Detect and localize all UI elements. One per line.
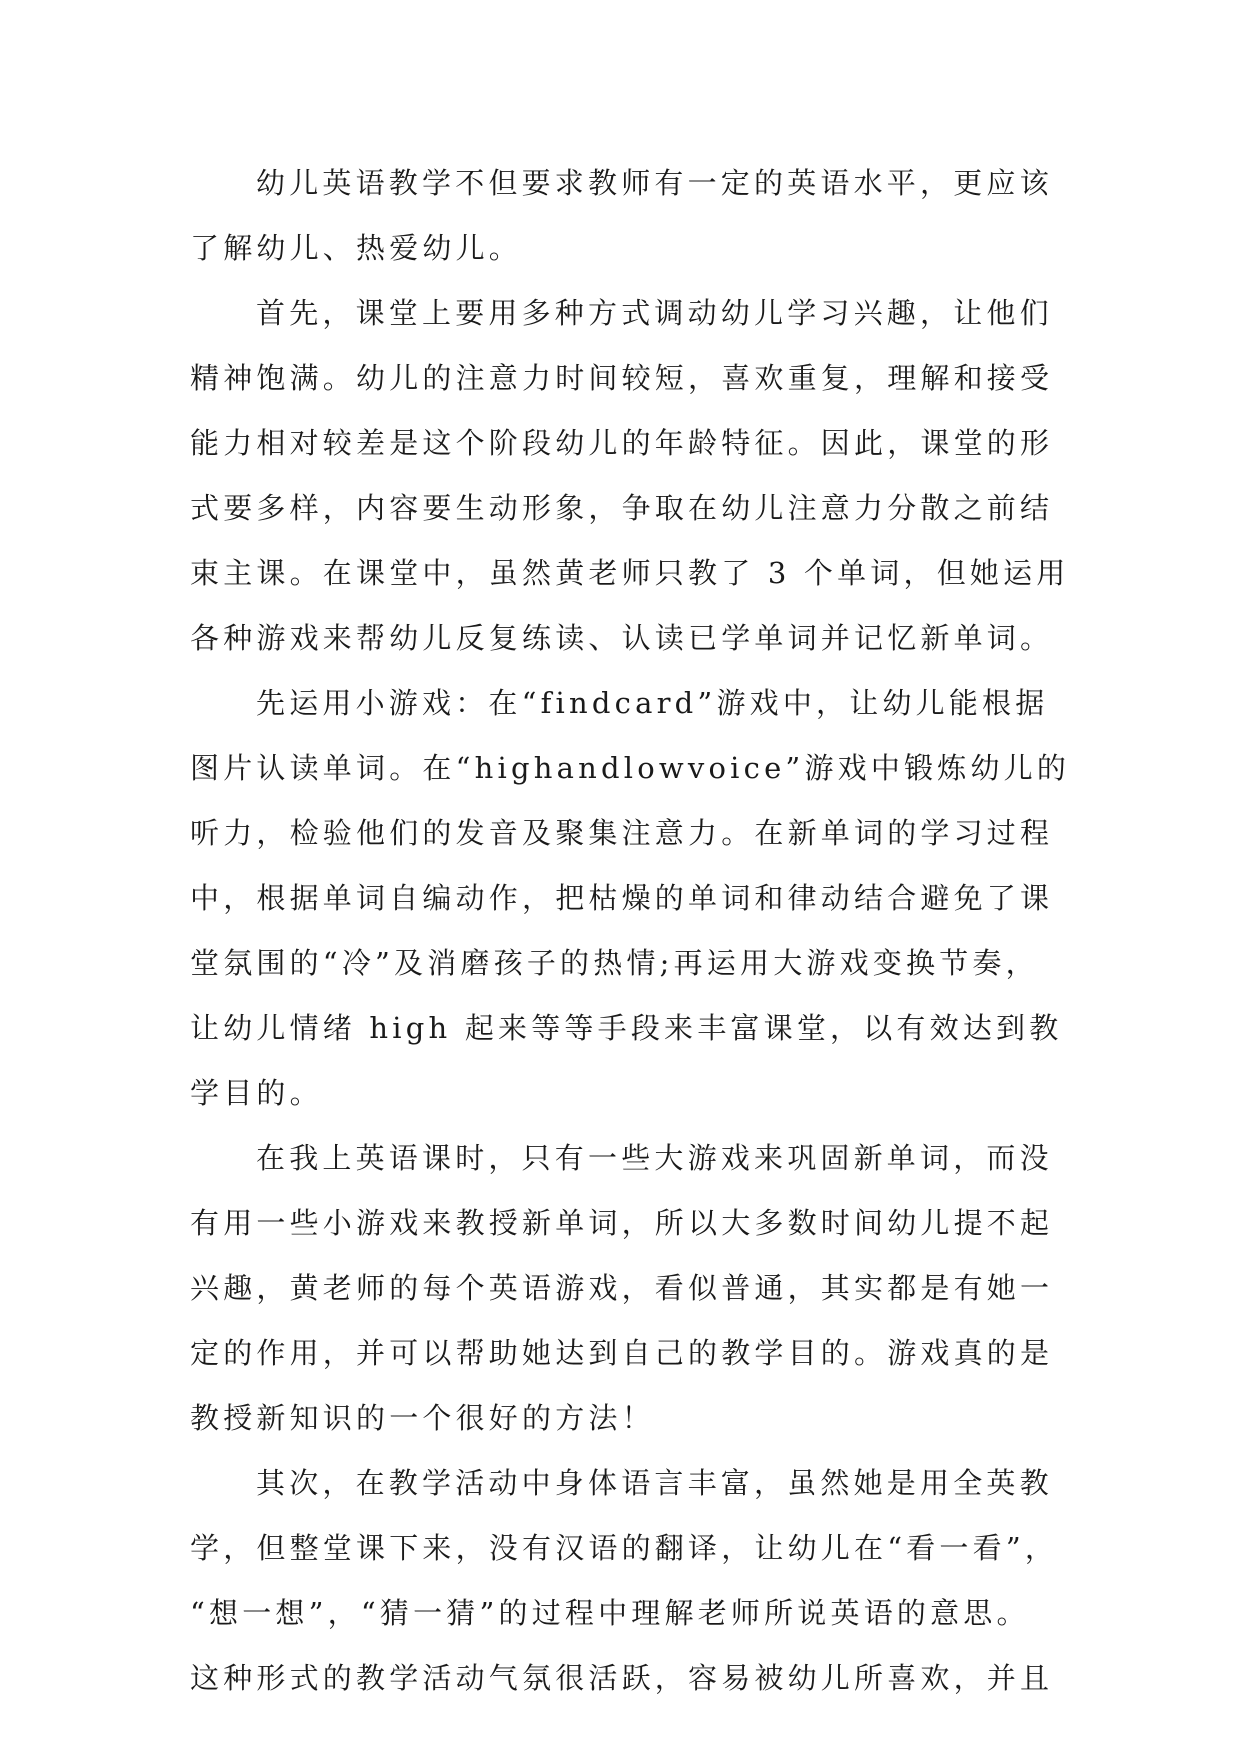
text-line: 定的作用，并可以帮助她达到自己的教学目的。游戏真的是 xyxy=(190,1336,1054,1370)
text-line: 在我上英语课时，只有一些大游戏来巩固新单词，而没 xyxy=(256,1141,1053,1175)
text-line: 学，但整堂课下来，没有汉语的翻译，让幼儿在“看一看”， xyxy=(190,1531,1059,1565)
text-line: 让幼儿情绪 high 起来等等手段来丰富课堂，以有效达到教 xyxy=(190,1011,1063,1045)
text-line: 兴趣，黄老师的每个英语游戏，看似普通，其实都是有她一 xyxy=(190,1271,1054,1305)
text-line: 中，根据单词自编动作，把枯燥的单词和律动结合避免了课 xyxy=(190,881,1054,915)
paragraph-3 xyxy=(190,678,1090,1133)
text-line: 学目的。 xyxy=(190,1076,323,1110)
text-line: 教授新知识的一个很好的方法！ xyxy=(190,1401,655,1435)
text-line: 首先，课堂上要用多种方式调动幼儿学习兴趣，让他们 xyxy=(256,296,1053,330)
paragraph-5 xyxy=(190,1458,1090,1718)
text-line: 其次，在教学活动中身体语言丰富，虽然她是用全英教 xyxy=(256,1466,1053,1500)
text-line: 了解幼儿、热爱幼儿。 xyxy=(190,231,523,265)
text-line: 式要多样，内容要生动形象，争取在幼儿注意力分散之前结 xyxy=(190,491,1054,525)
text-line: 这种形式的教学活动气氛很活跃，容易被幼儿所喜欢，并且 xyxy=(190,1661,1054,1695)
text-line: 堂氛围的“冷”及消磨孩子的热情;再运用大游戏变换节奏， xyxy=(190,946,1039,980)
text-line: 束主课。在课堂中，虽然黄老师只教了 3 个单词，但她运用 xyxy=(190,556,1070,590)
text-line: 先运用小游戏：在“findcard”游戏中，让幼儿能根据 xyxy=(256,686,1049,720)
paragraph-4 xyxy=(190,1133,1090,1458)
paragraph-1 xyxy=(190,158,1090,288)
paragraph-2 xyxy=(190,288,1090,678)
text-line: 能力相对较差是这个阶段幼儿的年龄特征。因此，课堂的形 xyxy=(190,426,1054,460)
text-line: 图片认读单词。在“highandlowvoice”游戏中锻炼幼儿的 xyxy=(190,751,1071,785)
text-line: 幼儿英语教学不但要求教师有一定的英语水平，更应该 xyxy=(256,166,1053,200)
document-body xyxy=(190,158,1090,1718)
text-line: 听力，检验他们的发音及聚集注意力。在新单词的学习过程 xyxy=(190,816,1054,850)
text-line: 各种游戏来帮幼儿反复练读、认读已学单词并记忆新单词。 xyxy=(190,621,1054,655)
text-line: “想一想”，“猜一猜”的过程中理解老师所说英语的意思。 xyxy=(190,1596,1030,1630)
text-line: 精神饱满。幼儿的注意力时间较短，喜欢重复，理解和接受 xyxy=(190,361,1054,395)
text-line: 有用一些小游戏来教授新单词，所以大多数时间幼儿提不起 xyxy=(190,1206,1054,1240)
